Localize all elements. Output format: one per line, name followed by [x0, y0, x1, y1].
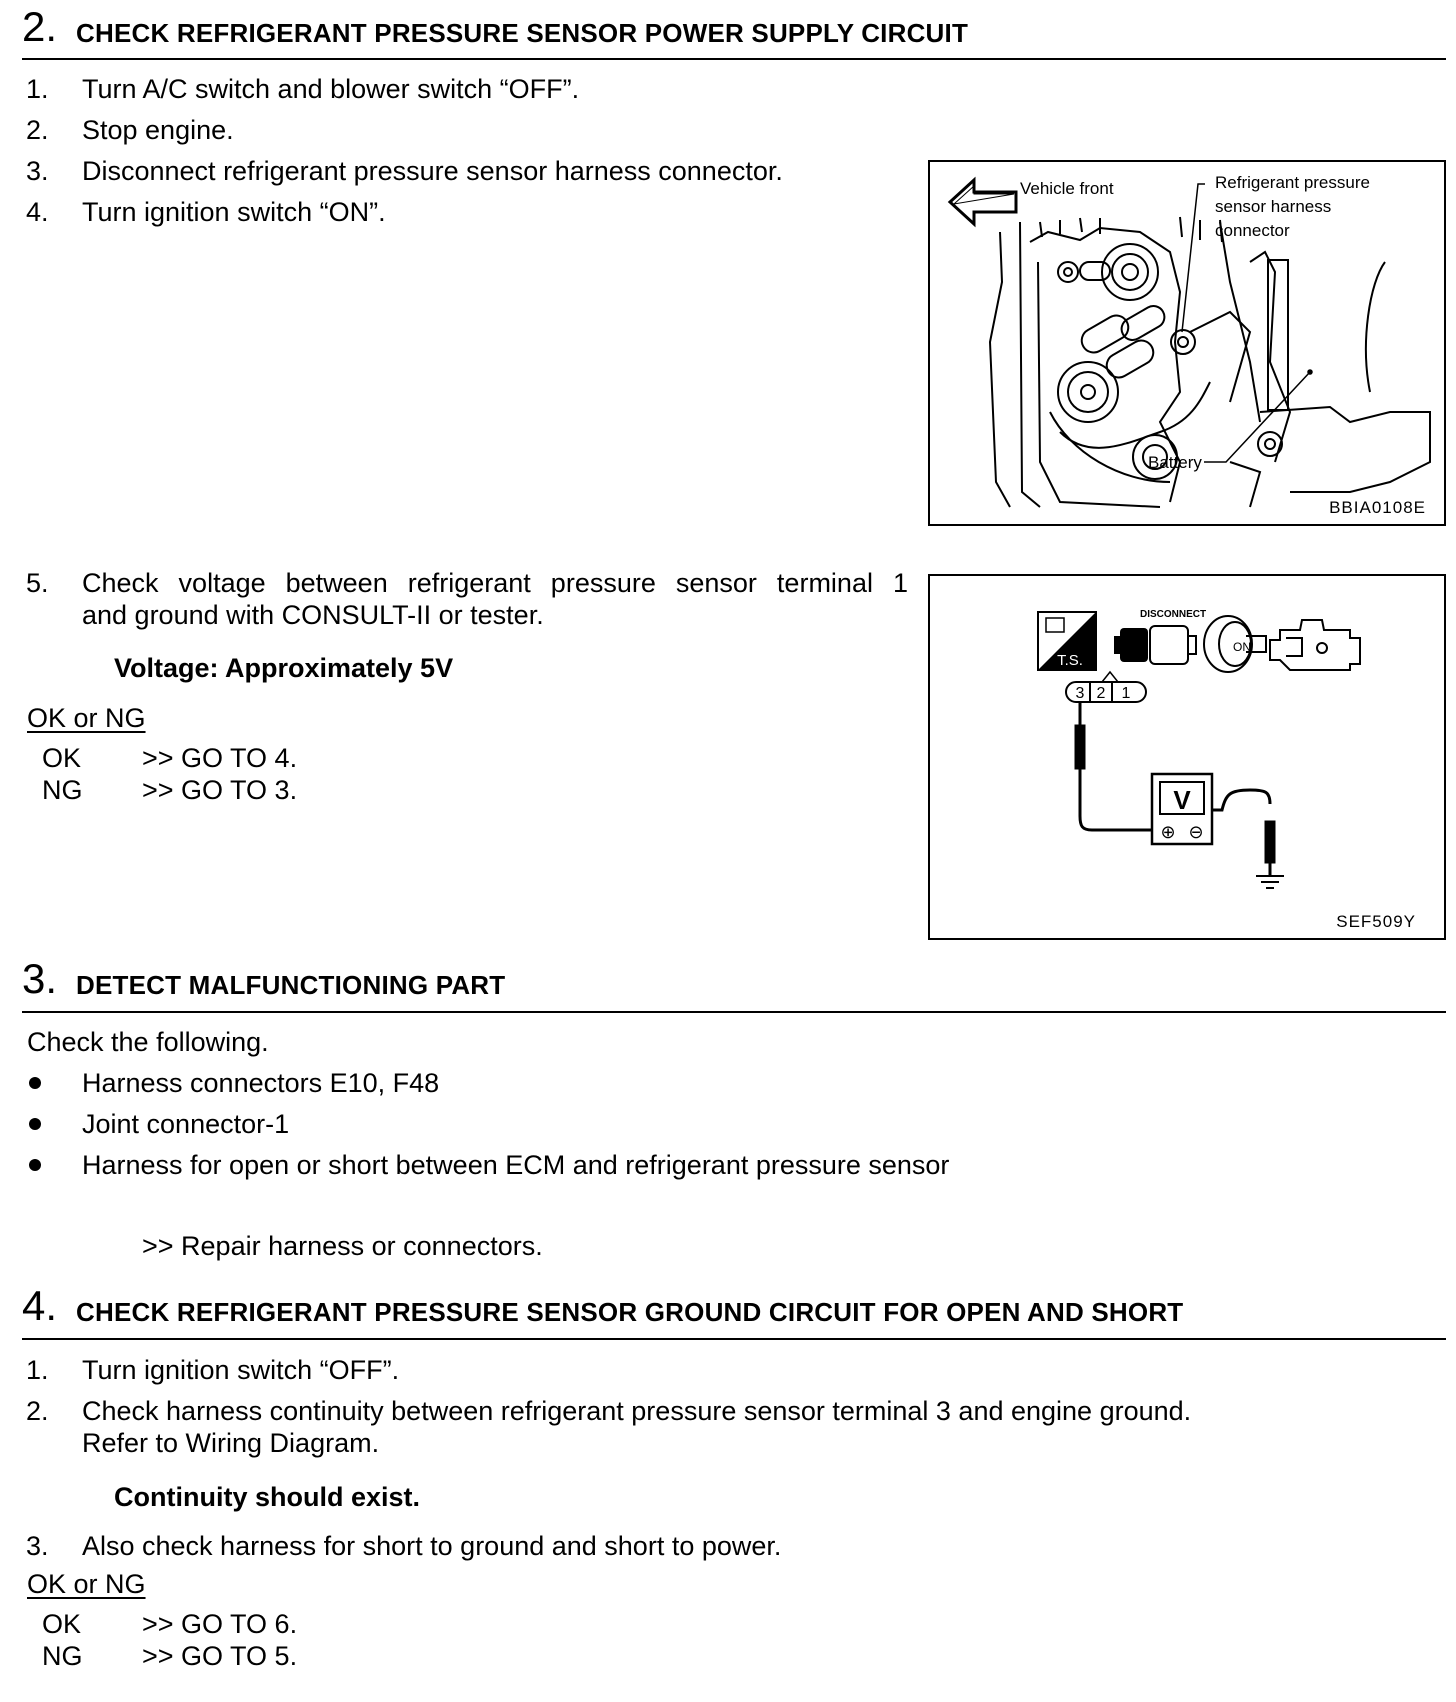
step-4-item-2-num: 2.: [26, 1396, 49, 1426]
step-2-title: CHECK REFRIGERANT PRESSURE SENSOR POWER SUPPLY CIRCUIT: [76, 18, 969, 48]
step-3-bullet-2: Joint connector-1: [82, 1109, 290, 1139]
step-4-item-2-line-2: Refer to Wiring Diagram.: [82, 1428, 380, 1458]
step-2-ng-label: NG: [42, 775, 83, 805]
on-label: ON: [1233, 640, 1251, 654]
step-2-item-4-text: Turn ignition switch “ON”.: [82, 197, 386, 227]
meter-minus: ⊖: [1188, 822, 1204, 842]
ts-icon: [1038, 612, 1096, 670]
step-4-ok-ng-label: OK or NG: [27, 1569, 146, 1599]
meter-plus: ⊕: [1160, 822, 1176, 842]
battery-label: Battery: [1148, 453, 1202, 472]
step-4-spec: Continuity should exist.: [114, 1482, 421, 1512]
step-4-ng-label: NG: [42, 1641, 83, 1671]
callout-line-3: connector: [1215, 221, 1290, 240]
step-3-heading: [22, 955, 1446, 1002]
step-4-item-1-text: Turn ignition switch “OFF”.: [82, 1355, 400, 1385]
terminal-2: 2: [1096, 685, 1106, 702]
step-4-item-3-num: 3.: [26, 1531, 49, 1561]
terminal-1: 1: [1121, 685, 1131, 702]
step-2-item-1-num: 1.: [26, 74, 49, 104]
step-4-item-3-text: Also check harness for short to ground and short to power.: [82, 1531, 782, 1561]
step-2-rule: [22, 58, 1446, 60]
callout-line-1: Refrigerant pressure: [1215, 173, 1370, 192]
step-4-rule: [22, 1338, 1446, 1340]
engine-bay-illustration: [930, 162, 1444, 524]
step-2-item-4-num: 4.: [26, 197, 49, 227]
step-2-ng-action: >> GO TO 3.: [142, 775, 298, 805]
step-2-number: 2.: [22, 3, 58, 50]
engine-bay-figure: [928, 160, 1446, 526]
voltage-check-diagram: [930, 576, 1444, 938]
step-3-rule: [22, 1011, 1446, 1013]
connector-terminals: [1066, 672, 1146, 702]
step-4-heading: [22, 1282, 1446, 1329]
step-4-title: CHECK REFRIGERANT PRESSURE SENSOR GROUND CIRCUIT FOR OPEN AND SHORT: [76, 1297, 1184, 1327]
bullet-dot: [29, 1077, 41, 1089]
meter-v-label: V: [1173, 785, 1191, 815]
step-2-ok-ng-label: OK or NG: [27, 703, 146, 733]
vehicle-front-label: Vehicle front: [1020, 179, 1114, 198]
step-4-item-1-num: 1.: [26, 1355, 49, 1385]
step-2-ok-label: OK: [42, 743, 82, 773]
step-2-item-3-num: 3.: [26, 156, 49, 186]
step-2-item-5-text: [82, 567, 908, 631]
ignition-on-icon: [1204, 616, 1266, 672]
step-2-item-2-num: 2.: [26, 115, 49, 145]
ts-label: T.S.: [1057, 652, 1083, 669]
step-2-spec: Voltage: Approximately 5V: [114, 653, 454, 683]
step-2-item-2-text: Stop engine.: [82, 115, 234, 145]
step-3-title: DETECT MALFUNCTIONING PART: [76, 970, 506, 1000]
step-3-number: 3.: [22, 955, 58, 1002]
step-4-number: 4.: [22, 1282, 58, 1329]
step-4-ok-label: OK: [42, 1609, 82, 1639]
step-4-item-2-line-1: Check harness continuity between refrigerant pressure sensor terminal 3 and engine ground.: [82, 1396, 1192, 1426]
step-2-item-5-num: 5.: [26, 568, 49, 598]
step-3-intro: Check the following.: [27, 1027, 269, 1057]
step-2-item-5-line-1: Check voltage between refrigerant pressure sensor terminal 1: [82, 568, 908, 598]
step-2-item-1-text: Turn A/C switch and blower switch “OFF”.: [82, 74, 580, 104]
step-4-ng-action: >> GO TO 5.: [142, 1641, 298, 1671]
figure-1-id: BBIA0108E: [1329, 498, 1426, 517]
step-3-bullet-1: Harness connectors E10, F48: [82, 1068, 440, 1098]
step-2-item-5-line-2: and ground with CONSULT-II or tester.: [82, 600, 544, 630]
voltmeter: [1152, 774, 1212, 844]
step-4-ok-action: >> GO TO 6.: [142, 1609, 298, 1639]
step-3-action: >> Repair harness or connectors.: [142, 1231, 543, 1261]
voltage-check-figure: [928, 574, 1446, 940]
step-3-bullet-3: Harness for open or short between ECM and refrigerant pressure sensor: [82, 1150, 950, 1180]
terminal-3: 3: [1075, 685, 1085, 702]
figure-2-id: SEF509Y: [1336, 912, 1416, 931]
engine-icon: [1270, 620, 1360, 670]
step-2-heading: [22, 3, 1446, 50]
bullet-dot: [29, 1118, 41, 1130]
step-2-ok-action: >> GO TO 4.: [142, 743, 298, 773]
step-2-item-3-text: Disconnect refrigerant pressure sensor harness connector.: [82, 156, 783, 186]
callout-line-2: sensor harness: [1215, 197, 1332, 216]
step-4-item-2-text: [82, 1395, 1191, 1459]
bullet-dot: [29, 1159, 41, 1171]
disconnect-label: DISCONNECT: [1140, 609, 1207, 620]
ground-symbol: [1256, 876, 1284, 888]
disconnect-icon: [1114, 609, 1206, 664]
